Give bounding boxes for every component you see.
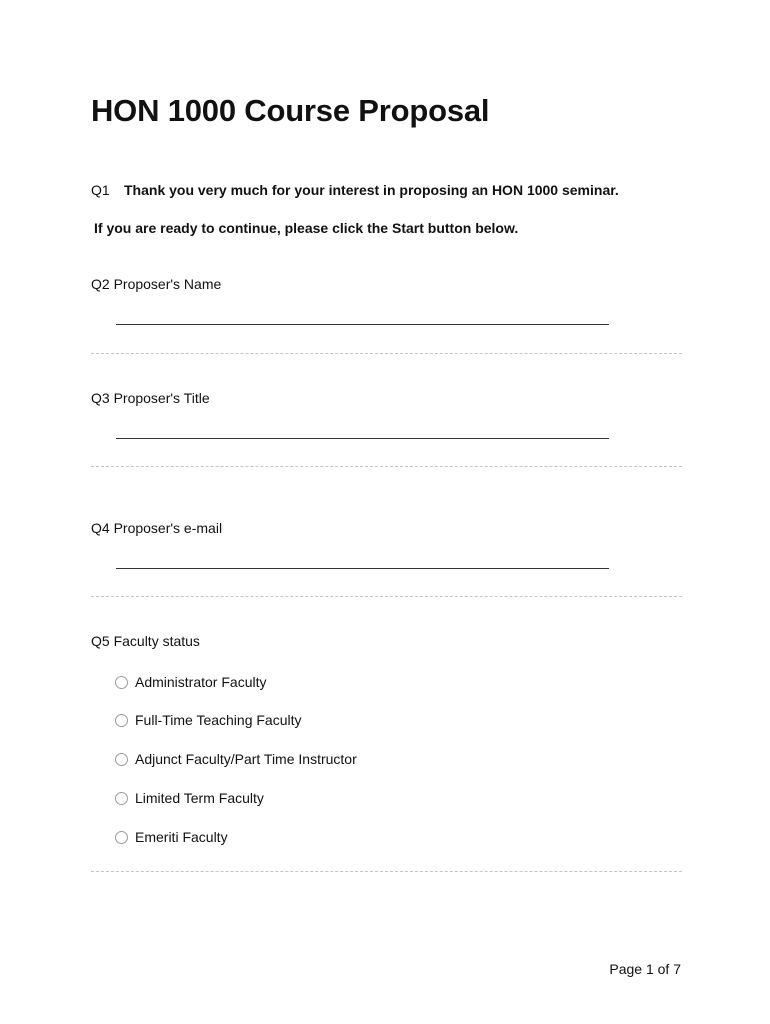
radio-option-limited-term[interactable] <box>115 789 264 807</box>
radio-option-label: Emeriti Faculty <box>135 829 228 845</box>
radio-button-icon[interactable] <box>115 753 128 766</box>
q2-label: Q2 Proposer's Name <box>91 276 222 292</box>
radio-option-label: Administrator Faculty <box>135 674 267 690</box>
q3-title-input-line[interactable] <box>116 438 609 439</box>
q2-name-input-line[interactable] <box>116 324 609 325</box>
question-separator <box>91 353 682 354</box>
radio-button-icon[interactable] <box>115 676 128 689</box>
page-number: Page 1 of 7 <box>609 961 681 977</box>
radio-option-label: Limited Term Faculty <box>135 790 264 806</box>
q1-text: Thank you very much for your interest in proposing an HON 1000 seminar. <box>124 182 619 198</box>
q5-label: Q5 Faculty status <box>91 633 200 649</box>
question-separator <box>91 871 682 872</box>
radio-option-label: Adjunct Faculty/Part Time Instructor <box>135 751 357 767</box>
q1-followup: If you are ready to continue, please click the Start button below. <box>94 220 519 236</box>
question-separator <box>91 596 682 597</box>
radio-option-emeriti[interactable] <box>115 828 228 846</box>
question-separator <box>91 466 682 467</box>
q3-label: Q3 Proposer's Title <box>91 390 210 406</box>
radio-button-icon[interactable] <box>115 792 128 805</box>
radio-option-label: Full-Time Teaching Faculty <box>135 712 302 728</box>
radio-option-adjunct[interactable] <box>115 750 357 768</box>
q4-email-input-line[interactable] <box>116 568 609 569</box>
radio-button-icon[interactable] <box>115 714 128 727</box>
page-title: HON 1000 Course Proposal <box>91 93 490 128</box>
q1-number: Q1 <box>91 182 110 198</box>
radio-option-administrator[interactable] <box>115 673 266 691</box>
radio-option-full-time[interactable] <box>115 711 302 729</box>
radio-button-icon[interactable] <box>115 831 128 844</box>
q4-label: Q4 Proposer's e-mail <box>91 520 223 536</box>
